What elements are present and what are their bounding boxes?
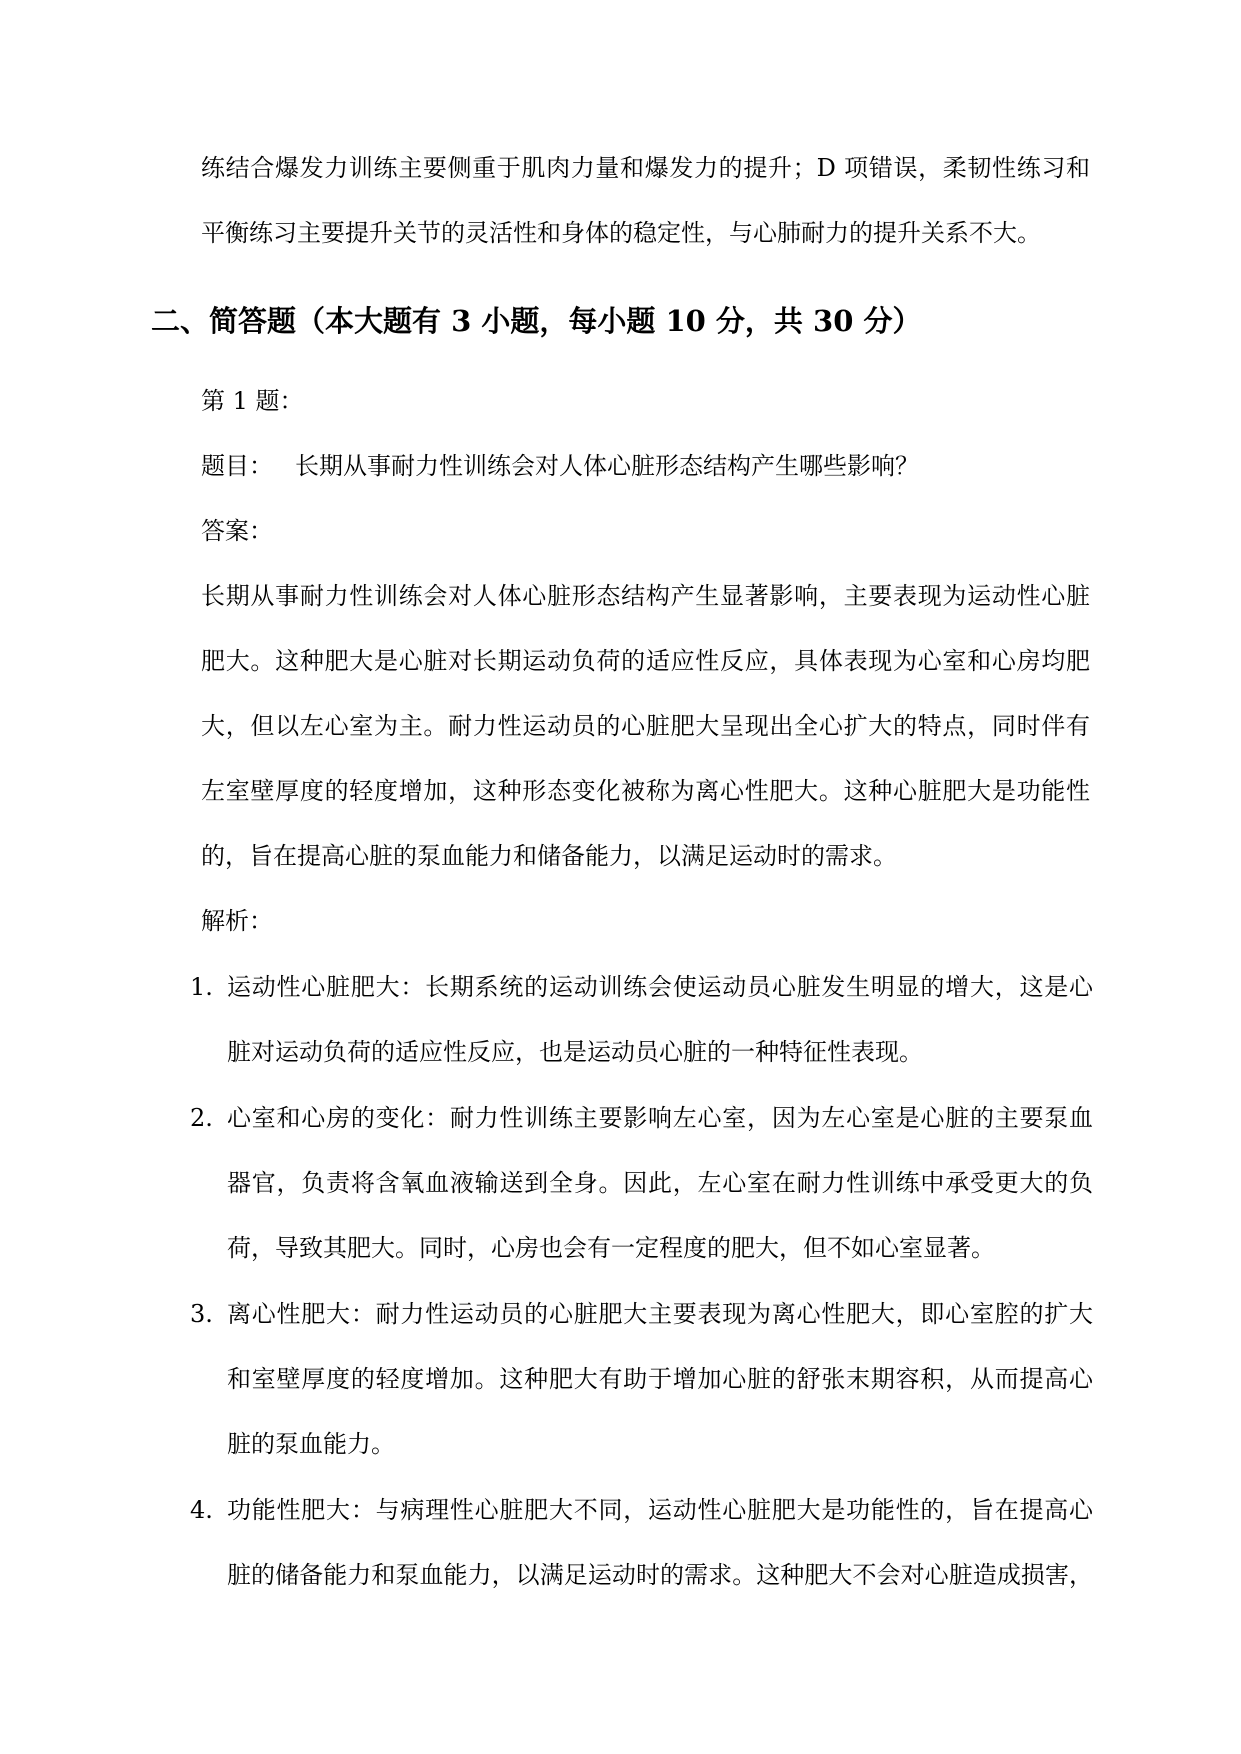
analysis-item [0,1282,1241,1477]
answer-line: 大，但以左心室为主。耐力性运动员的心脏肥大呈现出全心扩大的特点，同时伴有 [201,712,1090,740]
continuation-line: 练结合爆发力训练主要侧重于肌肉力量和爆发力的提升；D 项错误，柔韧性练习和 [201,154,1090,182]
analysis-item [0,955,1241,1085]
analysis-label: 解析： [201,907,273,935]
analysis-item-line: 和室壁厚度的轻度增加。这种肥大有助于增加心脏的舒张末期容积，从而提高心 [227,1365,1093,1393]
analysis-item-line: 脏的储备能力和泵血能力，以满足运动时的需求。这种肥大不会对心脏造成损害， [227,1561,1093,1589]
question-title-text: 长期从事耐力性训练会对人体心脏形态结构产生哪些影响？ [295,452,919,480]
analysis-item-line: 器官，负责将含氧血液输送到全身。因此，左心室在耐力性训练中承受更大的负 [227,1169,1093,1197]
answer-line: 肥大。这种肥大是心脏对长期运动负荷的适应性反应，具体表现为心室和心房均肥 [201,647,1090,675]
analysis-item-line: 离心性肥大：耐力性运动员的心脏肥大主要表现为离心性肥大，即心室腔的扩大 [227,1300,1093,1328]
answer-line: 长期从事耐力性训练会对人体心脏形态结构产生显著影响，主要表现为运动性心脏 [201,582,1090,610]
section-heading: 二、简答题（本大题有 3 小题，每小题 10 分，共 30 分） [151,304,922,338]
analysis-item-line: 运动性心脏肥大：长期系统的运动训练会使运动员心脏发生明显的增大，这是心 [227,973,1093,1001]
answer-paragraph [0,564,1241,889]
answer-line: 的，旨在提高心脏的泵血能力和储备能力，以满足运动时的需求。 [201,842,897,870]
question-title-label: 题目： [201,452,273,480]
analysis-item-number: 2. [190,1104,213,1132]
analysis-item [0,1478,1241,1608]
analysis-list [0,955,1241,1608]
answer-label: 答案： [201,517,273,545]
answer-line: 左室壁厚度的轻度增加，这种形态变化被称为离心性肥大。这种心脏肥大是功能性 [201,777,1090,805]
continuation-line: 平衡练习主要提升关节的灵活性和身体的稳定性，与心肺耐力的提升关系不大。 [201,219,1041,247]
analysis-item-line: 脏的泵血能力。 [227,1430,395,1458]
analysis-item [0,1086,1241,1281]
analysis-item-line: 荷，导致其肥大。同时，心房也会有一定程度的肥大，但不如心室显著。 [227,1234,995,1262]
question-number: 第 1 题： [201,387,304,415]
analysis-item-number: 3. [190,1300,213,1328]
analysis-item-number: 4. [190,1496,213,1524]
analysis-item-line: 功能性肥大：与病理性心脏肥大不同，运动性心脏肥大是功能性的，旨在提高心 [227,1496,1093,1524]
question-title [201,434,1090,499]
analysis-item-line: 脏对运动负荷的适应性反应，也是运动员心脏的一种特征性表现。 [227,1038,923,1066]
analysis-item-number: 1. [190,973,213,1001]
analysis-item-line: 心室和心房的变化：耐力性训练主要影响左心室，因为左心室是心脏的主要泵血 [227,1104,1093,1132]
